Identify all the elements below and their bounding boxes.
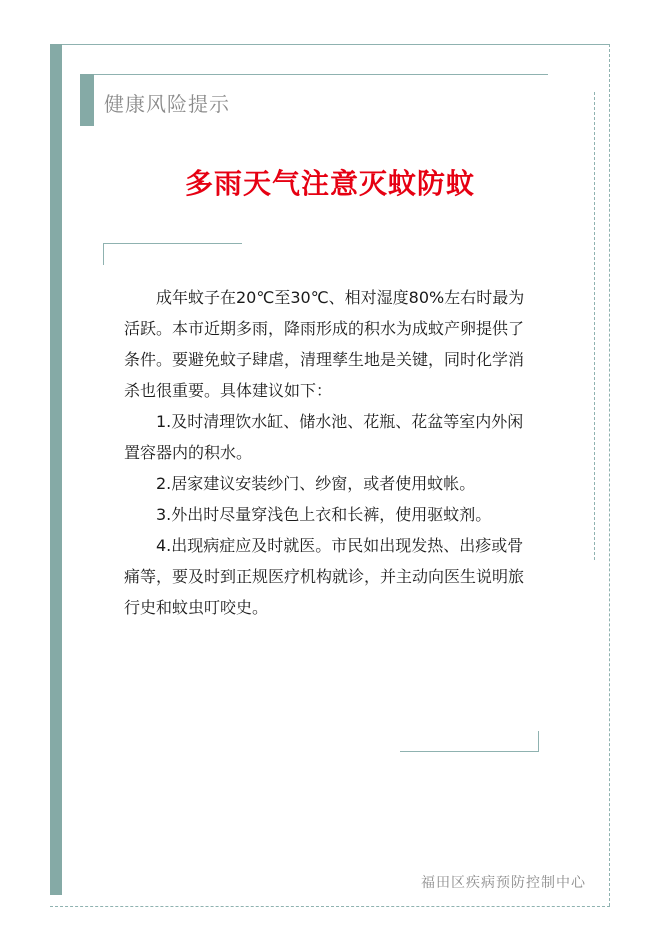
intro-paragraph: 成年蚊子在20℃至30℃、相对湿度80%左右时最为活跃。本市近期多雨，降雨形成的积水为成蚊产卵提供了条件。要避免蚊子肆虐，清理孳生地是关键，同时化学消杀也很重要。具体建议如下： [124, 288, 525, 400]
article-body [124, 282, 534, 623]
advice-item-3: 3.外出时尽量穿浅色上衣和长裤，使用驱蚊剂。 [156, 505, 492, 524]
advice-item-4: 4.出现病症应及时就医。市民如出现发热、出疹或骨痛等，要及时到正规医疗机构就诊，并主动向医生说明旅行史和蚊虫叮咬史。 [124, 536, 525, 617]
frame-top-line [62, 44, 610, 45]
section-label: 健康风险提示 [104, 92, 230, 116]
page-title: 多雨天气注意灭蚊防蚊 [184, 167, 475, 200]
advice-item-1: 1.及时清理饮水缸、储水池、花瓶、花盆等室内外闲置容器内的积水。 [124, 412, 524, 462]
footer-organization: 福田区疾病预防控制中心 [421, 875, 586, 891]
frame-bottom-dashed-line [50, 906, 610, 907]
header-top-line [94, 74, 548, 75]
corner-bracket-top-left-h [103, 243, 242, 244]
corner-bracket-bottom-right-v [538, 731, 539, 752]
corner-bracket-top-left-v [103, 243, 104, 265]
advice-item-2: 2.居家建议安装纱门、纱窗，或者使用蚊帐。 [156, 474, 476, 493]
corner-bracket-bottom-right-h [400, 751, 538, 752]
header-accent-block [80, 74, 94, 126]
